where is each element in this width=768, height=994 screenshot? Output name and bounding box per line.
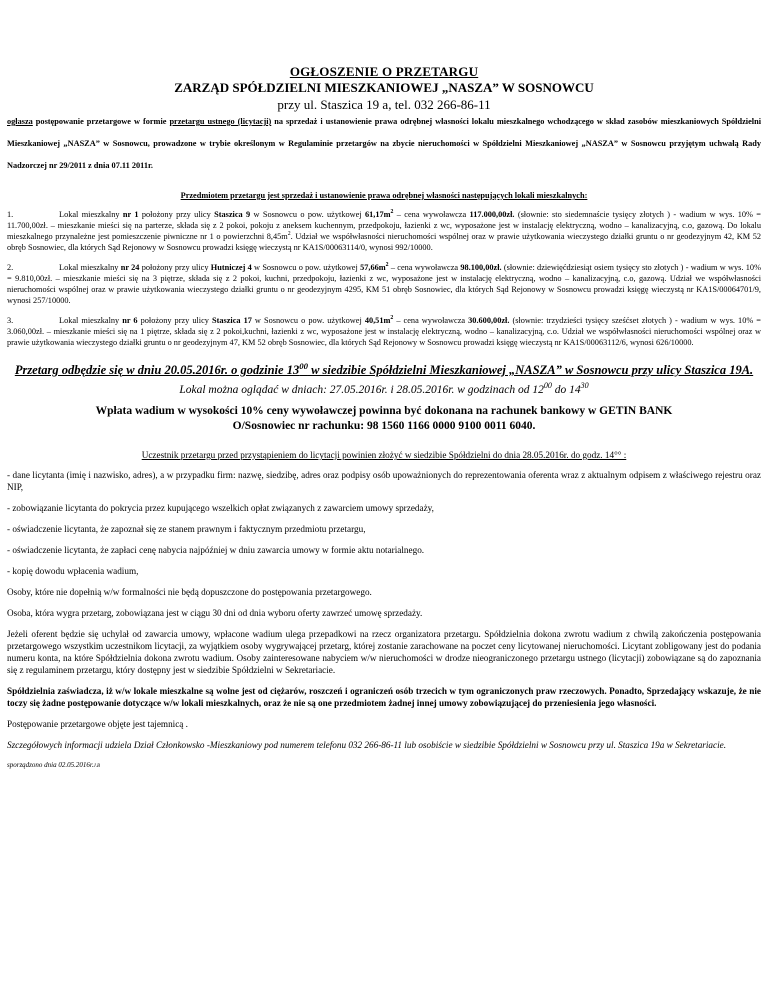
apartment-list <box>7 209 761 348</box>
signature-line <box>7 761 761 769</box>
item-text: Lokal mieszkalny <box>59 210 123 219</box>
item-text: położony przy ulicy <box>138 210 215 219</box>
requirement-item: - kopię dowodu wpłacenia wadium, <box>7 566 139 576</box>
item-number: 3. <box>7 316 14 325</box>
deposit-line: Wpłata wadium w wysokości 10% ceny wywoławczej powinna być dokonana na rachunek bankowy w GETIN BANK <box>95 405 673 417</box>
secrecy-note: Postępowanie przetargowe objęte jest tajemnicą . <box>7 719 188 729</box>
item-text: w Sosnowcu o pow. użytkowej <box>250 210 365 219</box>
item-text: w Sosnowcu o pow. użytkowej <box>251 263 361 272</box>
item-description: (słownie: dziewięćdziesiąt osiem tysięcy sto złotych ) - wadium w wys. 10% = 9.810,00zł. – mieszkanie mieści się na 3 piętrze, składa się z 2 pokoi, kuchni, przedpokoju, łazienki z wc, wyposażone jest w instalację elektryczną, wodno – kanalizacyjną, c.o, gazową. Udział we współwłasności nieruchomości wspólnej oraz w prawie użytkowania wieczystego działki gruntu o nr geodezyjnym 4295, KM 51 obręb Sosnowiec, dla których Sąd Rejonowy w Sosnowcu prowadzi księgę wieczystą nr KA1S/00064701/9, wynosi 257/10000. <box>7 263 761 305</box>
requirement-item: - dane licytanta (imię i nazwisko, adres), a w przypadku firm: nazwę, siedzibę, adres oraz podpisy osób upoważnionych do reprezentowania oferenta wraz z aktualnym odpisem z właściwego rejestru oraz NIP, <box>7 470 761 492</box>
organization-name: ZARZĄD SPÓŁDZIELNI MIESZKANIOWEJ „NASZA” W SOSNOWCU <box>174 80 594 95</box>
item-text: – cena wywoławcza <box>393 316 469 325</box>
apartment-item <box>7 209 761 253</box>
item-price: 30.600,00zł. <box>468 316 510 325</box>
item-number: 2. <box>7 263 14 272</box>
item-text: Lokal mieszkalny <box>59 263 121 272</box>
item-description-end: . Udział we współwłasności nieruchomości wspólnej oraz w prawie użytkowania wieczystego działki gruntu o nr geodezyjnym 42, KM 52 obręb Sosnowiec, dla których Sąd Rejonowy w Sosnowcu prowadzi księgę wieczystą nr KA1S/00063114/0, wynosi 992/10000. <box>7 232 762 252</box>
intro-lead: ogłasza <box>7 117 33 126</box>
header <box>7 64 761 113</box>
item-text: – cena wywoławcza <box>393 210 470 219</box>
item-area: $57,66m^2$ <box>360 262 389 272</box>
item-description: (słownie: trzydzieści tysięcy sześćset złotych ) - wadium w wys. 10% = 3.060,00zł. – mieszkanie mieści się na 1 piętrze, składa się z 2 pokoi,kuchni, łazienki z wc, wyposażone jest w instalację elektryczną, wodno – kanalizacyjną, c.o. Udział we współwłasności nieruchomości wspólnej oraz w prawie użytkowania wieczystego działki gruntu o nr geodezyjnym 47, KM 52 obręb Sosnowiec, dla których Sąd Rejonowy w Sosnowcu prowadzi księgę wieczystą nr KA1S/00063112/6, wynosi 626/10000. <box>7 316 761 347</box>
initials: J.B <box>93 764 101 769</box>
item-street: Hutniczej 4 <box>210 263 252 272</box>
intro-text-1: postępowanie przetargowe w formie <box>32 117 170 126</box>
rule-paragraph: Osoby, które nie dopełnią w/w formalności nie będą dopuszczone do postępowania przetargowego. <box>7 587 372 597</box>
item-area: $61,17m^2$ <box>364 209 394 219</box>
page-title: OGŁOSZENIE O PRZETARGU <box>289 64 479 79</box>
intro-text-2: na sprzedaż i ustanowienie prawa odrębnej własności lokalu mieszkalnego wchodzącego w skład zasobów mieszkaniowych Spółdzielni Mieszkaniowej „NASZA” w Sosnowcu, prowadzone w trybie określonym w Regulaminie przetargów na zbycie nieruchomości w Spółdzielni Mieszkaniowej „NASZA” w Sosnowcu przyjętym uchwałą Rady Nadzorczej nr 29/2011 z dnia 07.11 2011r. <box>7 117 762 170</box>
apartment-item <box>7 262 761 306</box>
item-text: położony przy ulicy <box>139 263 211 272</box>
requirement-item: - oświadczenie licytanta, że zapoznał się ze stanem prawnym i faktycznym przedmiotu przetargu, <box>7 524 366 534</box>
apartment-item <box>7 315 761 348</box>
encumbrance-statement: Spółdzielnia zaświadcza, iż w/w lokale mieszkalne są wolne jest od ciężarów, roszczeń i ograniczeń osób trzecich w tym ograniczonych praw rzeczowych. Ponadto, Sprzedający wskazuje, że nie toczy się żadne postępowanie dotyczące w/w lokali mieszkalnych, oraz że nie są one przedmiotem żadnej innej umowy zobowiązującej do przeniesienia jego własności. <box>7 686 761 708</box>
requirements-heading: Uczestnik przetargu przed przystąpieniem do licytacji powinien złożyć w siedzibie Spółdzielni do dnia 28.05.2016r. do godz. 14°° : <box>141 450 627 460</box>
prepared-date: sporządzono dnia 02.05.2016r. <box>7 761 94 769</box>
rule-paragraph: Jeżeli oferent będzie się uchylał od zawarcia umowy, wpłacone wadium ulega przepadkowi na rzecz organizatora przetargu. Spółdzielnia dokona zwrotu wadium z chwilą zakończenia postępowania przetargowego wszystkim uczestnikom licytacji, za wyjątkiem osoby wygrywającej przetarg, której zostanie zarachowane na poczet ceny licytowanej nieruchomości. Licytant zobligowany jest do podania numeru konta, na które Spółdzielnia dokona zwrotu wadium. Osoby zainteresowane nabyciem w/w nieruchomości w drodze nieograniczonego przetargu ustnego (licytacji) zobowiązane są do zapoznania się z regulaminem przetargu, który dostępny jest w siedzibie Spółdzielni w Sekretariacie. <box>7 629 761 675</box>
intro-paragraph <box>7 111 761 177</box>
requirement-item: - zobowiązanie licytanta do pokrycia przez kupującego wszelkich opłat związanych z zawarciem umowy sprzedaży, <box>7 503 434 513</box>
viewing-hours: Lokal można oglądać w dniach: 27.05.2016r. i 28.05.2016r. w godzinach od $12^{00}$ do $14^{30}$ <box>179 381 589 396</box>
item-street: Staszica 17 <box>211 316 252 325</box>
organization-address: przy ul. Staszica 19 a, tel. 032 266-86-11 <box>277 97 491 112</box>
item-number: 1. <box>7 210 14 219</box>
intro-auction-form: przetargu ustnego (licytacji) <box>169 117 272 126</box>
item-unit-number: nr 1 <box>122 210 139 219</box>
item-unit-number: nr 6 <box>122 316 138 325</box>
item-price: 98.100,00zł. <box>460 263 502 272</box>
requirement-item: - oświadczenie licytanta, że zapłaci cenę nabycia najpóźniej w dniu zawarcia umowy w formie aktu notarialnego. <box>7 545 425 555</box>
auction-date: Przetarg odbędzie się w dniu 20.05.2016r. o godzinie $13^{00}$ w siedzibie Spółdzielni Mieszkaniowej „NASZA” w Sosnowcu przy ulicy Staszica 19A. <box>14 360 754 377</box>
item-sup: 2 <box>287 231 291 238</box>
deposit-info <box>7 404 761 434</box>
item-unit-number: nr 24 <box>120 263 140 272</box>
subject-heading: Przedmiotem przetargu jest sprzedaż i ustanowienie prawa odrębnej własności następujących lokali mieszkalnych: <box>180 191 588 200</box>
announcement-page <box>7 0 761 769</box>
bank-account: O/Sosnowiec nr rachunku: 98 1560 1166 0000 9100 0011 6040. <box>232 420 536 432</box>
item-street: Staszica 9 <box>214 210 251 219</box>
item-text: Lokal mieszkalny <box>59 316 123 325</box>
contact-info: Szczegółowych informacji udziela Dział Członkowsko -Mieszkaniowy pod numerem telefonu 032 266-86-11 lub osobiście w siedzibie Spółdzielni w Sosnowcu przy ul. Staszica 19a w Sekretariacie. <box>7 740 727 750</box>
item-price: 117.000,00zł. <box>469 210 515 219</box>
item-description: (słownie: sto siedemnaście tysięcy złotych ) - wadium w wys. 10% = 11.700,00zł. – mieszkanie mieści się na parterze, składa się z 2 pokoi, pokoju z aneksem kuchennym, przedpokoju, łazienki z wc, wyposażone jest w instalację elektryczną, wodno – kanalizacyjną, c.o, gazową. Do lokalu mieszkalnego przynależne jest pomieszczenie piwniczne nr 1 o powierzchni 8,45m <box>7 210 761 241</box>
rule-paragraph: Osoba, która wygra przetarg, zobowiązana jest w ciągu 30 dni od dnia wyboru oferty zawrzeć umowę sprzedaży. <box>7 608 423 618</box>
item-text: w Sosnowcu o pow. użytkowej <box>251 316 365 325</box>
item-text: – cena wywoławcza <box>388 263 461 272</box>
item-text: położony przy ulicy <box>137 316 212 325</box>
item-area: $40,51m^2$ <box>364 315 394 325</box>
